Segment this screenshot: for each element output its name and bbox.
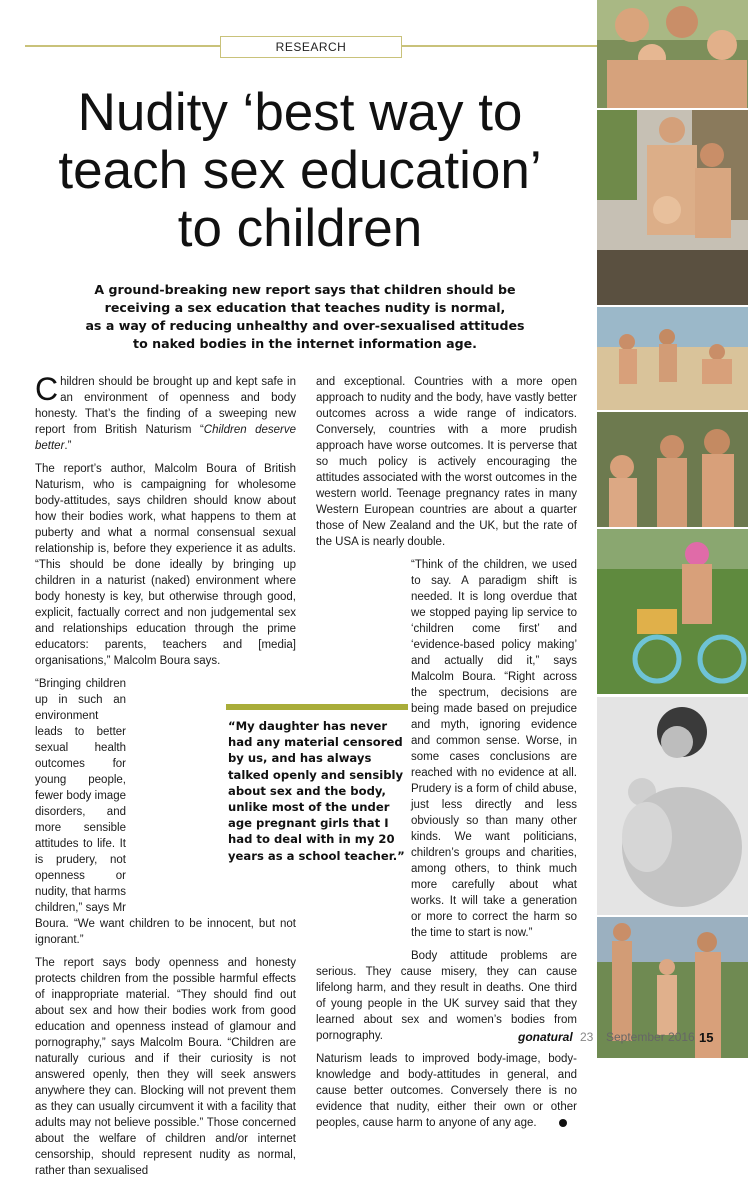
footer-issue-number: 23	[580, 1030, 594, 1044]
footer-date: September 2016	[606, 1030, 695, 1044]
header-rule-right	[400, 45, 597, 47]
photo-family-group-2	[597, 412, 748, 527]
photo-beach-children	[597, 307, 748, 410]
body-paragraph: and exceptional. Countries with a more open approach to nudity and the body, have vastly better outcomes across a wide range of indicators. Conversely, countries with a more prudish approach have worse outcomes. It is perverse that so much policy is actively encouraging the attitudes associated with the worst outcomes in the western world. Teenage pregnancy rates in many Western European countries are about a quarter those of New Zealand and the UK, but the rate of the USA is nearly double.	[316, 376, 577, 548]
body-text: .”	[64, 440, 72, 452]
body-text: hildren should be brought up and kept safe in an environment of openness and body honesty. That’s the finding of a sweeping new report from British Naturism “	[35, 376, 296, 436]
photo-image	[597, 110, 748, 305]
body-paragraph: Body attitude problems are serious. They cause misery, they can cause lifelong harm, and they result in deaths. One third of young people in the UK survey said that they learned about sex and women’s bodies from pornography.	[316, 950, 577, 1042]
photo-image	[597, 307, 748, 410]
photo-image	[597, 0, 748, 108]
photo-mother-child-bw	[597, 697, 748, 915]
headline-line-1: Nudity ‘best way to	[77, 83, 523, 142]
pullquote: “My daughter has never had any material censored by us, and has always talked openly and sensibly about sex and the body, unlike most of the under age pregnant girls that I had to deal with in my 20 years as a school teacher.”	[228, 719, 405, 863]
photo-family-group-1	[597, 0, 748, 108]
end-bullet	[559, 1119, 567, 1127]
report-title: Children deserve better	[35, 424, 297, 452]
standfirst-line: receiving a sex education that teaches nudity is normal,	[104, 300, 506, 315]
body-text: Naturism leads to improved body-image, body-knowledge and body-attitudes in general, and cause better outcomes. Conversely there is no evidence that nudity, either their own or other peoples, cause harm to anyone of any age.	[316, 1053, 577, 1129]
standfirst-line: A ground-breaking new report says that children should be	[94, 282, 516, 297]
section-label: RESEARCH	[220, 36, 402, 58]
body-paragraph: The report says body openness and honesty protects children from the possible harmful effects of inappropriate material. “They should find out about sex and how their bodies work from good education and openness instead of glamour and pornography,” says Malcolm Boura. “Children are naturally curious and if their curiosity is not answered openly, then they will seek answers anywhere they can. Blocking will not prevent them as they can usually circumvent it with a facility that adults may not believe possible.” Those concerned about the welfare of children and/or internet censorship, should represent nudity as normal, rather than sexualised	[35, 957, 296, 1177]
drop-cap: C	[35, 371, 59, 407]
body-paragraph: The report’s author, Malcolm Boura of British Naturism, who is campaigning for wholesome body-attitudes, says children should know about how their bodies work, what happens to them at puberty and what a normal consensual sexual relationship is, before they experience it as adults. “This should be done ideally by bringing up children in a naturist (naked) environment where body honesty is key, but otherwise through good, explicit, factually correct and non judgemental sex and relationships education through the prime educators: parents, teachers and [media] organisations,” Malcolm Boura says.	[35, 463, 296, 667]
headline-line-3: to children	[177, 199, 423, 258]
photo-family-sofa	[597, 110, 748, 305]
footer-brand: gonatural	[518, 1030, 573, 1044]
photo-strip	[597, 0, 748, 1058]
photo-image	[597, 697, 748, 915]
header-rule-left	[25, 45, 221, 47]
standfirst	[40, 281, 570, 353]
body-text: “Think of the children, we used to say. A paradigm shift is needed. It is long overdue that we stopped paying lip service to ‘children come first’ and ‘evidence-based policy making’ and actually did it,” says Malcolm Boura. “Right across the spectrum, decisions are being made based on prejudice and myth, ignoring evidence and common sense. Worse, in some cases conclusions are reached with no evidence at all. Prudery is a form of child abuse, just less directly and less obviously so than many other kinds. We want politicians, children’s groups and charities, among others, to think much more carefully about what works. It will take a generation or more to correct the harm so the time to start is now.”	[411, 559, 577, 939]
photo-child-bicycle	[597, 529, 748, 694]
headline	[20, 84, 580, 258]
body-paragraph	[35, 371, 297, 454]
body-paragraph	[316, 1051, 577, 1131]
headline-line-2: teach sex education’	[58, 141, 542, 200]
standfirst-line: to naked bodies in the internet information age.	[133, 336, 477, 351]
pullquote-bar	[226, 704, 408, 710]
photo-image	[597, 529, 748, 694]
body-text: “Bringing children up in such an environment leads to better sexual health outcomes for young people, fewer body image disorders, and more sensible attitudes to life. It is prudery, not openness or nudity, that harms children,” says Mr Boura. “We want children to be innocent, but not ignorant.”	[35, 678, 296, 946]
standfirst-line: as a way of reducing unhealthy and over-sexualised attitudes	[85, 318, 525, 333]
footer-page-number: 15	[699, 1030, 714, 1045]
photo-image	[597, 412, 748, 527]
